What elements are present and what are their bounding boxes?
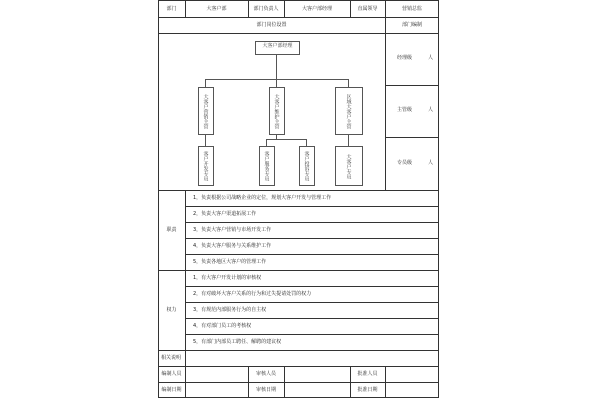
item-divider	[185, 206, 439, 207]
authority-item: 1，有大客户开发计划的审核权	[193, 275, 262, 281]
dept-head-value: 大客户部经理	[301, 6, 332, 12]
item-divider	[185, 318, 439, 319]
col-divider	[185, 190, 186, 382]
col-divider	[385, 0, 386, 190]
col-divider	[385, 366, 386, 398]
row-divider	[158, 17, 439, 18]
org-box-key-account-specialist: 大客户专员	[335, 146, 363, 186]
authority-label: 权力	[166, 307, 177, 313]
duty-item: 2，负责大客户渠道拓展工作	[193, 211, 257, 217]
item-divider	[185, 222, 439, 223]
col-divider	[185, 366, 186, 398]
org-connector	[276, 79, 277, 87]
specialist-level-label: 专员级	[397, 160, 413, 166]
duty-item: 5，负责各地区大客户的管理工作	[193, 259, 267, 265]
org-box-development-specialist: 客户开发专员	[198, 146, 214, 186]
specialist-level-count: 人	[428, 160, 434, 166]
org-box-service-specialist: 客户服务专员	[259, 146, 275, 186]
row-divider	[158, 270, 439, 271]
manager-level-label: 经理级	[397, 55, 413, 61]
direct-leader-value: 营销总监	[401, 6, 422, 12]
authority-item: 2，有对破坏大客户关系的行为和过失提请处罚的权力	[193, 291, 312, 297]
supervisor-level-label: 主管级	[397, 107, 413, 113]
duty-item: 1，负责根据公司战略企业的定位，规划大客户开发与管理工作	[193, 195, 332, 201]
org-connector	[205, 79, 206, 87]
row-divider	[158, 350, 439, 351]
approved-by-label: 批准人员	[357, 371, 378, 377]
related-notes-label: 相关说明	[161, 355, 182, 361]
org-box-complaint-specialist: 客户投诉专员	[299, 146, 315, 186]
supervisor-level-count: 人	[428, 107, 434, 113]
row-divider	[158, 33, 439, 34]
dept-label: 部门	[166, 6, 177, 12]
staffing-title: 部门编制	[401, 22, 422, 28]
org-connector	[266, 139, 307, 140]
org-box-maintenance-supervisor: 大客户维护主管	[269, 87, 285, 135]
row-divider	[158, 382, 439, 383]
col-divider	[284, 366, 285, 398]
dept-head-label: 部门负责人	[253, 6, 279, 12]
authority-item: 3，有规范内部服务行为的自主权	[193, 307, 267, 313]
department-duty-sheet	[158, 0, 439, 400]
approved-date-label: 批准日期	[357, 387, 378, 393]
org-box-marketing-supervisor: 大客户营销主管	[198, 87, 214, 135]
org-box-department-manager: 大客户部经理	[255, 41, 300, 55]
authority-item: 5，有部门内部员工聘任、解聘的建议权	[193, 339, 282, 345]
item-divider	[185, 302, 439, 303]
prepared-date-label: 编制日期	[161, 387, 182, 393]
org-connector	[266, 139, 267, 146]
item-divider	[185, 334, 439, 335]
org-connector	[205, 79, 349, 80]
dept-value: 大客户部	[206, 6, 227, 12]
prepared-by-label: 编制人员	[161, 371, 182, 377]
direct-leader-label: 直属领导	[357, 6, 378, 12]
reviewed-date-label: 审核日期	[255, 387, 276, 393]
authority-item: 4，有对部门员工的考核权	[193, 323, 252, 329]
duty-item: 3，负责大客户营销与市场开发工作	[193, 227, 272, 233]
item-divider	[185, 286, 439, 287]
row-divider	[158, 190, 439, 191]
row-divider	[158, 366, 439, 367]
reviewed-by-label: 审核人员	[255, 371, 276, 377]
item-divider	[185, 238, 439, 239]
org-connector	[348, 79, 349, 87]
org-box-regional-supervisor: 区域大客户主管	[335, 87, 363, 135]
duty-item: 4，负责大客户服务与关系维护工作	[193, 243, 272, 249]
level-divider	[385, 137, 439, 138]
duties-label: 职责	[166, 227, 177, 233]
manager-level-count: 人	[428, 55, 434, 61]
org-connector	[276, 55, 277, 79]
level-divider	[385, 85, 439, 86]
item-divider	[185, 254, 439, 255]
org-connector	[306, 139, 307, 146]
position-setup-title: 部门岗位设置	[256, 22, 287, 28]
